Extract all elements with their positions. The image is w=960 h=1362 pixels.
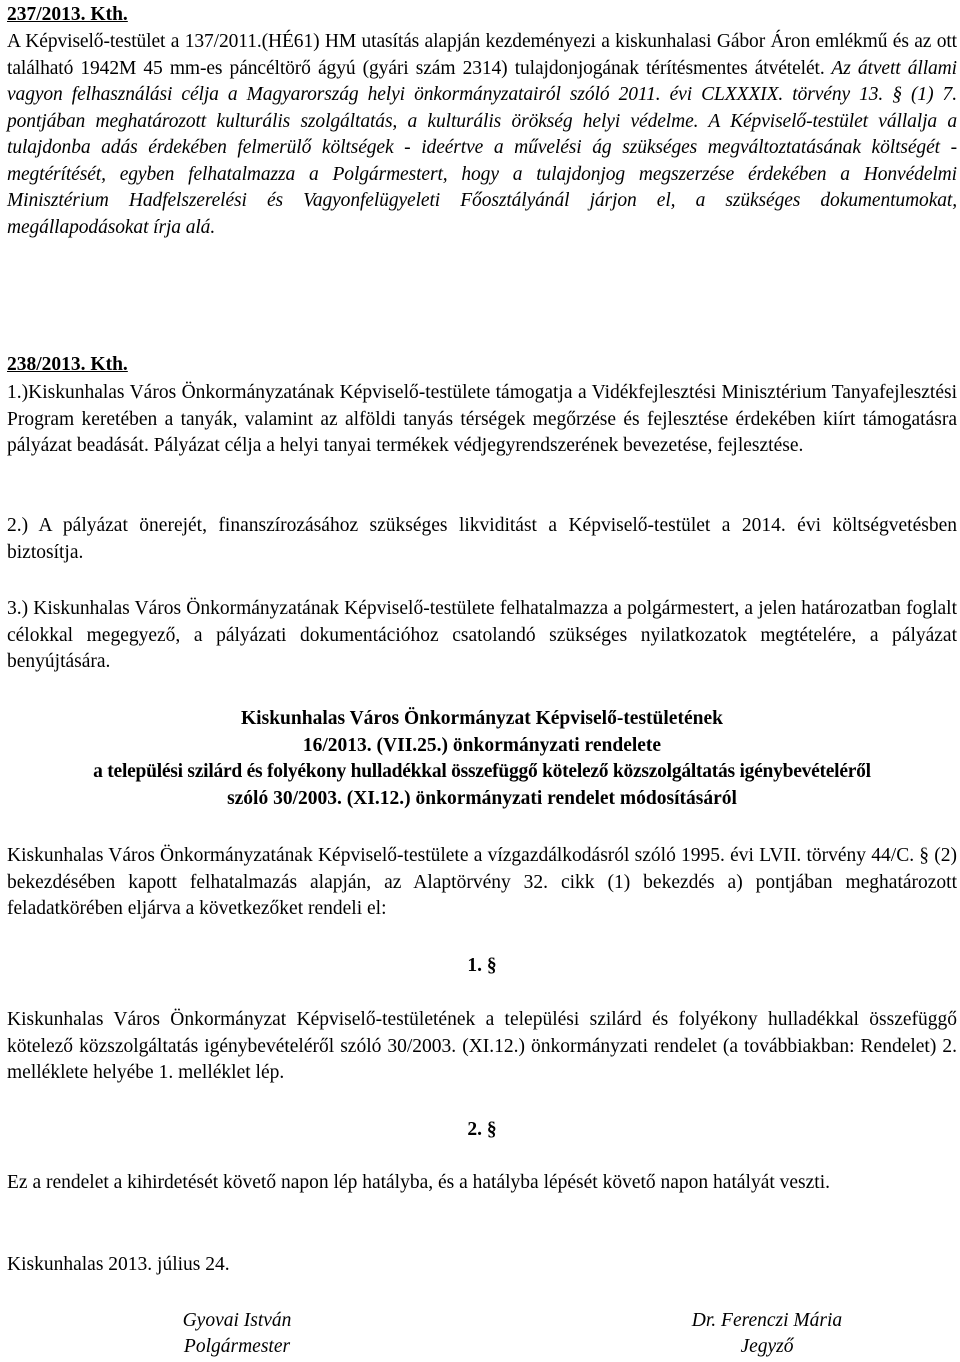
decree-title-line-3: a települési szilárd és folyékony hulladékkal összefüggő kötelező közszolgáltatás igénybevételéről	[93, 761, 871, 782]
decree-title	[7, 706, 957, 812]
resolution-237-heading: 237/2013. Kth.	[7, 4, 128, 25]
decree-title-line-1: Kiskunhalas Város Önkormányzat Képviselő-testületének	[241, 708, 723, 729]
resolution-237-text-italic: Az átvett állami vagyon felhasználási célja a Magyarország helyi önkormányzatairól szóló 2011. évi CLXXXIX. törvény 13. § (1) 7. pontjában meghatározott kulturális szolgáltatás, a kulturális örökség helyi védelme. A Képviselő-testület vállalja a tulajdonba adás érdekében felmerülő költségek - ideértve a művelési ág szükséges megváltoztatásának költségét - megtérítését, egyben felhatalmazza a Polgármestert, hogy a tulajdonjog megszerzése érdekében a Honvédelmi Minisztérium Hadfelszerelési és Vagyonfelügyeleti Főosztályánál járjon el, a szükséges dokumentumokat, megállapodásokat írja alá.	[7, 57, 957, 238]
decree-title-line-2: 16/2013. (VII.25.) önkormányzati rendelete	[302, 734, 662, 756]
decree-preamble: Kiskunhalas Város Önkormányzatának Képviselő-testülete a vízgazdálkodásról szóló 1995. évi LVII. törvény 44/C. § (2) bekezdésében kapott felhatalmazás alapján, az Alaptörvény 32. cikk (1) bekezdés a) pontjában meghatározott feladatkörében eljárva a következőket rendeli el:	[7, 845, 957, 919]
section-2-label: 2. §	[467, 1119, 497, 1140]
resolution-238-heading: 238/2013. Kth.	[7, 354, 128, 375]
notary-name: Dr. Ferenczi Mária	[691, 1310, 843, 1331]
signature-mayor	[132, 1308, 342, 1360]
section-1-text: Kiskunhalas Város Önkormányzat Képviselő-testületének a települési szilárd és folyékony hulladékkal összefüggő kötelező közszolgáltatás igénybevételéről szóló 30/2003. (XI.12.) önkormányzati rendelet (a továbbiakban: Rendelet) 2. melléklete helyébe 1. melléklet lép.	[7, 1009, 957, 1083]
decree-title-line-4: szóló 30/2003. (XI.12.) önkormányzati rendelet módosításáról	[227, 787, 737, 809]
date-place: Kiskunhalas 2013. július 24.	[7, 1254, 230, 1275]
section-2-text: Ez a rendelet a kihirdetését követő napon lép hatályba, és a hatályba lépését követő napon hatályát veszti.	[7, 1172, 831, 1193]
mayor-title: Polgármester	[183, 1336, 291, 1357]
mayor-name: Gyovai István	[182, 1310, 292, 1331]
resolution-237-text	[7, 29, 957, 241]
signature-notary	[662, 1308, 872, 1360]
resolution-237-text-plain: A Képviselő-testület a 137/2011.(HÉ61) HM utasítás alapján kezdeményezi a kiskunhalasi Gábor Áron emlékmű és az ott található 1942M 45 mm-es páncéltörő ágyú (gyári szám 2314) tulajdonjogának térítésmentes átvételét.	[7, 31, 957, 79]
notary-title: Jegyző	[740, 1336, 794, 1357]
resolution-238-paragraph-1: 1.)Kiskunhalas Város Önkormányzatának Képviselő-testülete támogatja a Vidékfejlesztési Minisztérium Tanyafejlesztési Program keretében a tanyák, valamint az alföldi tanyás térségek megőrzése és fejlesztése érdekében kiírt támogatásra pályázat beadását. Pályázat célja a helyi tanyai termékek védjegyrendszerének bevezetése, fejlesztése.	[7, 382, 957, 456]
resolution-238-paragraph-3: 3.) Kiskunhalas Város Önkormányzatának Képviselő-testülete felhatalmazza a polgármestert, a jelen határozatban foglalt célokkal megegyező, a pályázati dokumentációhoz csatolandó szükséges nyilatkozatok megtételére, a pályázat benyújtására.	[7, 598, 957, 672]
section-1-label: 1. §	[467, 955, 497, 976]
signature-block	[7, 1308, 957, 1362]
resolution-238-paragraph-2: 2.) A pályázat önerejét, finanszírozásához szükséges likviditást a Képviselő-testület a 2014. évi költségvetésben biztosítja.	[7, 515, 957, 563]
